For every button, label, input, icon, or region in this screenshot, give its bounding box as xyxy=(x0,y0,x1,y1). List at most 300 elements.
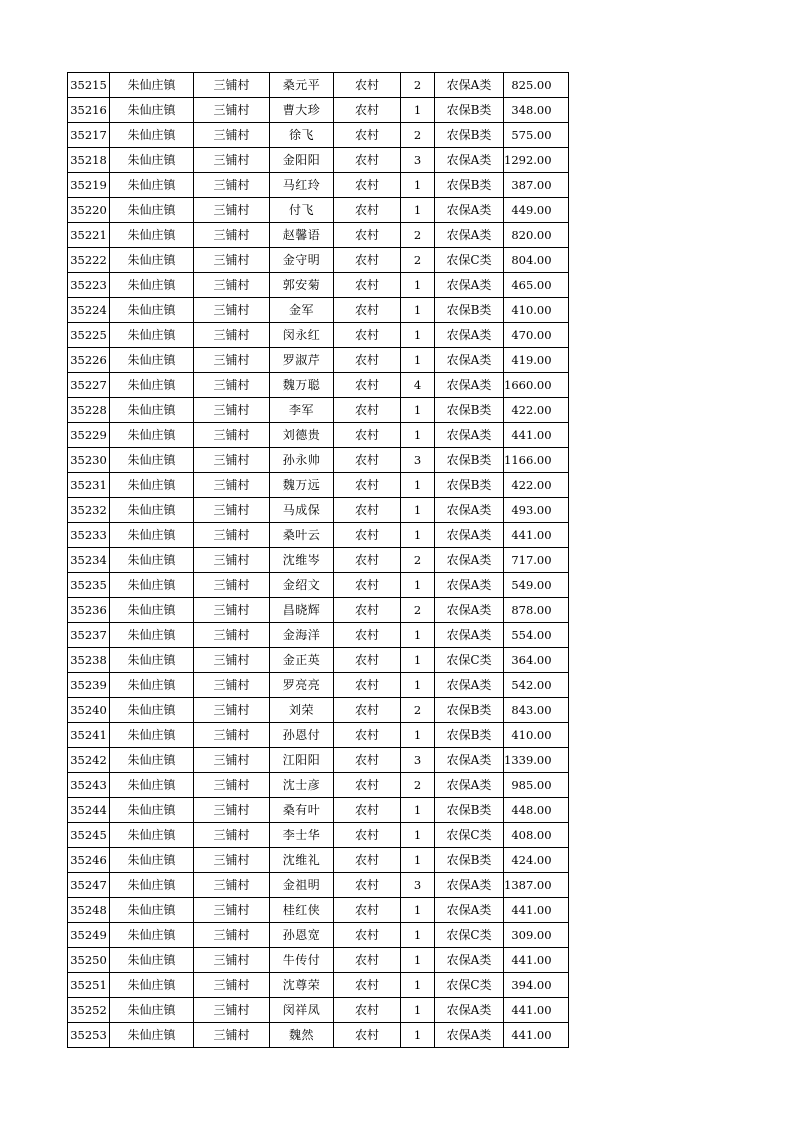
village-cell: 三铺村 xyxy=(194,498,270,523)
amount-cell: 1387.00 xyxy=(504,873,569,898)
category-cell: 农保C类 xyxy=(435,923,504,948)
village-cell: 三铺村 xyxy=(194,348,270,373)
record-id-cell: 35219 xyxy=(68,173,110,198)
name-cell: 沈维礼 xyxy=(270,848,334,873)
table-row xyxy=(68,448,569,473)
table-row xyxy=(68,723,569,748)
record-id-cell: 35234 xyxy=(68,548,110,573)
town-cell: 朱仙庄镇 xyxy=(110,98,194,123)
table-row xyxy=(68,673,569,698)
village-cell: 三铺村 xyxy=(194,748,270,773)
household-type-cell: 农村 xyxy=(334,373,401,398)
household-type-cell: 农村 xyxy=(334,998,401,1023)
person-count-cell: 2 xyxy=(401,548,435,573)
record-table xyxy=(67,72,569,1048)
person-count-cell: 2 xyxy=(401,773,435,798)
amount-cell: 449.00 xyxy=(504,198,569,223)
person-count-cell: 1 xyxy=(401,498,435,523)
town-cell: 朱仙庄镇 xyxy=(110,173,194,198)
record-id-cell: 35223 xyxy=(68,273,110,298)
record-id-cell: 35244 xyxy=(68,798,110,823)
record-id-cell: 35236 xyxy=(68,598,110,623)
amount-cell: 1660.00 xyxy=(504,373,569,398)
category-cell: 农保A类 xyxy=(435,673,504,698)
town-cell: 朱仙庄镇 xyxy=(110,948,194,973)
town-cell: 朱仙庄镇 xyxy=(110,473,194,498)
name-cell: 魏然 xyxy=(270,1023,334,1048)
amount-cell: 493.00 xyxy=(504,498,569,523)
household-type-cell: 农村 xyxy=(334,773,401,798)
village-cell: 三铺村 xyxy=(194,848,270,873)
village-cell: 三铺村 xyxy=(194,723,270,748)
amount-cell: 348.00 xyxy=(504,98,569,123)
table-row xyxy=(68,698,569,723)
household-type-cell: 农村 xyxy=(334,748,401,773)
person-count-cell: 1 xyxy=(401,398,435,423)
record-id-cell: 35228 xyxy=(68,398,110,423)
name-cell: 曹大珍 xyxy=(270,98,334,123)
amount-cell: 549.00 xyxy=(504,573,569,598)
town-cell: 朱仙庄镇 xyxy=(110,623,194,648)
household-type-cell: 农村 xyxy=(334,798,401,823)
name-cell: 金绍文 xyxy=(270,573,334,598)
village-cell: 三铺村 xyxy=(194,198,270,223)
village-cell: 三铺村 xyxy=(194,973,270,998)
person-count-cell: 2 xyxy=(401,698,435,723)
person-count-cell: 3 xyxy=(401,748,435,773)
person-count-cell: 1 xyxy=(401,823,435,848)
record-id-cell: 35237 xyxy=(68,623,110,648)
table-row xyxy=(68,298,569,323)
record-id-cell: 35245 xyxy=(68,823,110,848)
person-count-cell: 1 xyxy=(401,998,435,1023)
household-type-cell: 农村 xyxy=(334,698,401,723)
category-cell: 农保A类 xyxy=(435,873,504,898)
person-count-cell: 1 xyxy=(401,573,435,598)
town-cell: 朱仙庄镇 xyxy=(110,998,194,1023)
record-id-cell: 35225 xyxy=(68,323,110,348)
category-cell: 农保B类 xyxy=(435,298,504,323)
household-type-cell: 农村 xyxy=(334,1023,401,1048)
amount-cell: 542.00 xyxy=(504,673,569,698)
amount-cell: 441.00 xyxy=(504,948,569,973)
category-cell: 农保A类 xyxy=(435,598,504,623)
record-id-cell: 35246 xyxy=(68,848,110,873)
household-type-cell: 农村 xyxy=(334,73,401,98)
town-cell: 朱仙庄镇 xyxy=(110,673,194,698)
amount-cell: 410.00 xyxy=(504,298,569,323)
household-type-cell: 农村 xyxy=(334,723,401,748)
village-cell: 三铺村 xyxy=(194,398,270,423)
amount-cell: 825.00 xyxy=(504,73,569,98)
table-row xyxy=(68,198,569,223)
household-type-cell: 农村 xyxy=(334,173,401,198)
amount-cell: 843.00 xyxy=(504,698,569,723)
village-cell: 三铺村 xyxy=(194,323,270,348)
village-cell: 三铺村 xyxy=(194,898,270,923)
record-id-cell: 35230 xyxy=(68,448,110,473)
town-cell: 朱仙庄镇 xyxy=(110,773,194,798)
category-cell: 农保A类 xyxy=(435,323,504,348)
category-cell: 农保B类 xyxy=(435,473,504,498)
town-cell: 朱仙庄镇 xyxy=(110,523,194,548)
village-cell: 三铺村 xyxy=(194,298,270,323)
village-cell: 三铺村 xyxy=(194,248,270,273)
amount-cell: 422.00 xyxy=(504,473,569,498)
name-cell: 牛传付 xyxy=(270,948,334,973)
record-id-cell: 35252 xyxy=(68,998,110,1023)
amount-cell: 1339.00 xyxy=(504,748,569,773)
name-cell: 罗淑芹 xyxy=(270,348,334,373)
amount-cell: 408.00 xyxy=(504,823,569,848)
table-row xyxy=(68,598,569,623)
record-id-cell: 35251 xyxy=(68,973,110,998)
category-cell: 农保B类 xyxy=(435,173,504,198)
category-cell: 农保B类 xyxy=(435,448,504,473)
record-id-cell: 35226 xyxy=(68,348,110,373)
person-count-cell: 1 xyxy=(401,98,435,123)
village-cell: 三铺村 xyxy=(194,123,270,148)
person-count-cell: 1 xyxy=(401,898,435,923)
village-cell: 三铺村 xyxy=(194,698,270,723)
table-row xyxy=(68,523,569,548)
category-cell: 农保B类 xyxy=(435,698,504,723)
category-cell: 农保A类 xyxy=(435,348,504,373)
name-cell: 金海洋 xyxy=(270,623,334,648)
household-type-cell: 农村 xyxy=(334,598,401,623)
amount-cell: 448.00 xyxy=(504,798,569,823)
town-cell: 朱仙庄镇 xyxy=(110,273,194,298)
table-row xyxy=(68,823,569,848)
category-cell: 农保A类 xyxy=(435,623,504,648)
name-cell: 魏万远 xyxy=(270,473,334,498)
name-cell: 闵祥凤 xyxy=(270,998,334,1023)
town-cell: 朱仙庄镇 xyxy=(110,698,194,723)
name-cell: 桑元平 xyxy=(270,73,334,98)
table-row xyxy=(68,323,569,348)
amount-cell: 804.00 xyxy=(504,248,569,273)
town-cell: 朱仙庄镇 xyxy=(110,598,194,623)
household-type-cell: 农村 xyxy=(334,248,401,273)
category-cell: 农保A类 xyxy=(435,548,504,573)
category-cell: 农保A类 xyxy=(435,423,504,448)
record-id-cell: 35240 xyxy=(68,698,110,723)
category-cell: 农保A类 xyxy=(435,898,504,923)
person-count-cell: 1 xyxy=(401,673,435,698)
village-cell: 三铺村 xyxy=(194,1023,270,1048)
person-count-cell: 1 xyxy=(401,198,435,223)
village-cell: 三铺村 xyxy=(194,798,270,823)
name-cell: 刘德贵 xyxy=(270,423,334,448)
household-type-cell: 农村 xyxy=(334,498,401,523)
name-cell: 赵馨语 xyxy=(270,223,334,248)
amount-cell: 410.00 xyxy=(504,723,569,748)
name-cell: 沈尊荣 xyxy=(270,973,334,998)
household-type-cell: 农村 xyxy=(334,948,401,973)
household-type-cell: 农村 xyxy=(334,98,401,123)
person-count-cell: 1 xyxy=(401,273,435,298)
table-row xyxy=(68,623,569,648)
category-cell: 农保A类 xyxy=(435,223,504,248)
amount-cell: 309.00 xyxy=(504,923,569,948)
table-row xyxy=(68,748,569,773)
town-cell: 朱仙庄镇 xyxy=(110,748,194,773)
table-row xyxy=(68,573,569,598)
record-id-cell: 35239 xyxy=(68,673,110,698)
person-count-cell: 1 xyxy=(401,1023,435,1048)
town-cell: 朱仙庄镇 xyxy=(110,723,194,748)
record-id-cell: 35222 xyxy=(68,248,110,273)
table-row xyxy=(68,398,569,423)
record-id-cell: 35227 xyxy=(68,373,110,398)
person-count-cell: 1 xyxy=(401,298,435,323)
record-id-cell: 35218 xyxy=(68,148,110,173)
town-cell: 朱仙庄镇 xyxy=(110,248,194,273)
name-cell: 李士华 xyxy=(270,823,334,848)
name-cell: 孙永帅 xyxy=(270,448,334,473)
record-id-cell: 35238 xyxy=(68,648,110,673)
name-cell: 刘荣 xyxy=(270,698,334,723)
person-count-cell: 1 xyxy=(401,648,435,673)
village-cell: 三铺村 xyxy=(194,173,270,198)
town-cell: 朱仙庄镇 xyxy=(110,1023,194,1048)
name-cell: 桑有叶 xyxy=(270,798,334,823)
record-table-body xyxy=(68,73,569,1048)
village-cell: 三铺村 xyxy=(194,923,270,948)
person-count-cell: 2 xyxy=(401,248,435,273)
name-cell: 金守明 xyxy=(270,248,334,273)
table-row xyxy=(68,923,569,948)
village-cell: 三铺村 xyxy=(194,773,270,798)
category-cell: 农保B类 xyxy=(435,848,504,873)
amount-cell: 424.00 xyxy=(504,848,569,873)
town-cell: 朱仙庄镇 xyxy=(110,973,194,998)
record-id-cell: 35216 xyxy=(68,98,110,123)
category-cell: 农保C类 xyxy=(435,973,504,998)
person-count-cell: 3 xyxy=(401,148,435,173)
record-id-cell: 35235 xyxy=(68,573,110,598)
person-count-cell: 1 xyxy=(401,173,435,198)
record-id-cell: 35250 xyxy=(68,948,110,973)
table-row xyxy=(68,1023,569,1048)
household-type-cell: 农村 xyxy=(334,273,401,298)
record-id-cell: 35243 xyxy=(68,773,110,798)
table-row xyxy=(68,498,569,523)
village-cell: 三铺村 xyxy=(194,548,270,573)
amount-cell: 985.00 xyxy=(504,773,569,798)
category-cell: 农保A类 xyxy=(435,998,504,1023)
category-cell: 农保B类 xyxy=(435,98,504,123)
person-count-cell: 1 xyxy=(401,798,435,823)
amount-cell: 441.00 xyxy=(504,898,569,923)
category-cell: 农保A类 xyxy=(435,498,504,523)
name-cell: 金军 xyxy=(270,298,334,323)
table-row xyxy=(68,73,569,98)
town-cell: 朱仙庄镇 xyxy=(110,648,194,673)
village-cell: 三铺村 xyxy=(194,98,270,123)
category-cell: 农保C类 xyxy=(435,648,504,673)
name-cell: 桑叶云 xyxy=(270,523,334,548)
category-cell: 农保A类 xyxy=(435,273,504,298)
town-cell: 朱仙庄镇 xyxy=(110,573,194,598)
village-cell: 三铺村 xyxy=(194,273,270,298)
table-row xyxy=(68,248,569,273)
village-cell: 三铺村 xyxy=(194,598,270,623)
village-cell: 三铺村 xyxy=(194,448,270,473)
name-cell: 孙恩付 xyxy=(270,723,334,748)
person-count-cell: 1 xyxy=(401,523,435,548)
amount-cell: 364.00 xyxy=(504,648,569,673)
record-id-cell: 35231 xyxy=(68,473,110,498)
record-id-cell: 35241 xyxy=(68,723,110,748)
name-cell: 沈士彦 xyxy=(270,773,334,798)
village-cell: 三铺村 xyxy=(194,473,270,498)
name-cell: 郭安菊 xyxy=(270,273,334,298)
amount-cell: 1292.00 xyxy=(504,148,569,173)
town-cell: 朱仙庄镇 xyxy=(110,798,194,823)
town-cell: 朱仙庄镇 xyxy=(110,373,194,398)
town-cell: 朱仙庄镇 xyxy=(110,198,194,223)
amount-cell: 441.00 xyxy=(504,998,569,1023)
town-cell: 朱仙庄镇 xyxy=(110,423,194,448)
category-cell: 农保A类 xyxy=(435,573,504,598)
record-id-cell: 35217 xyxy=(68,123,110,148)
person-count-cell: 1 xyxy=(401,423,435,448)
person-count-cell: 1 xyxy=(401,323,435,348)
person-count-cell: 1 xyxy=(401,473,435,498)
household-type-cell: 农村 xyxy=(334,223,401,248)
town-cell: 朱仙庄镇 xyxy=(110,398,194,423)
amount-cell: 441.00 xyxy=(504,1023,569,1048)
household-type-cell: 农村 xyxy=(334,348,401,373)
town-cell: 朱仙庄镇 xyxy=(110,498,194,523)
amount-cell: 878.00 xyxy=(504,598,569,623)
table-row xyxy=(68,998,569,1023)
record-id-cell: 35247 xyxy=(68,873,110,898)
table-row xyxy=(68,98,569,123)
category-cell: 农保A类 xyxy=(435,198,504,223)
table-row xyxy=(68,173,569,198)
person-count-cell: 2 xyxy=(401,598,435,623)
amount-cell: 470.00 xyxy=(504,323,569,348)
table-row xyxy=(68,423,569,448)
person-count-cell: 2 xyxy=(401,223,435,248)
household-type-cell: 农村 xyxy=(334,123,401,148)
record-id-cell: 35242 xyxy=(68,748,110,773)
table-row xyxy=(68,898,569,923)
name-cell: 徐飞 xyxy=(270,123,334,148)
person-count-cell: 1 xyxy=(401,623,435,648)
amount-cell: 1166.00 xyxy=(504,448,569,473)
household-type-cell: 农村 xyxy=(334,323,401,348)
village-cell: 三铺村 xyxy=(194,148,270,173)
name-cell: 桂红侠 xyxy=(270,898,334,923)
person-count-cell: 1 xyxy=(401,923,435,948)
person-count-cell: 1 xyxy=(401,848,435,873)
village-cell: 三铺村 xyxy=(194,623,270,648)
name-cell: 魏万聪 xyxy=(270,373,334,398)
name-cell: 金祖明 xyxy=(270,873,334,898)
household-type-cell: 农村 xyxy=(334,673,401,698)
table-row xyxy=(68,123,569,148)
table-row xyxy=(68,948,569,973)
name-cell: 金阳阳 xyxy=(270,148,334,173)
amount-cell: 820.00 xyxy=(504,223,569,248)
village-cell: 三铺村 xyxy=(194,573,270,598)
household-type-cell: 农村 xyxy=(334,648,401,673)
village-cell: 三铺村 xyxy=(194,423,270,448)
town-cell: 朱仙庄镇 xyxy=(110,323,194,348)
village-cell: 三铺村 xyxy=(194,73,270,98)
record-id-cell: 35215 xyxy=(68,73,110,98)
amount-cell: 419.00 xyxy=(504,348,569,373)
name-cell: 付飞 xyxy=(270,198,334,223)
category-cell: 农保A类 xyxy=(435,523,504,548)
household-type-cell: 农村 xyxy=(334,423,401,448)
name-cell: 马成保 xyxy=(270,498,334,523)
household-type-cell: 农村 xyxy=(334,923,401,948)
village-cell: 三铺村 xyxy=(194,873,270,898)
name-cell: 马红玲 xyxy=(270,173,334,198)
table-row xyxy=(68,223,569,248)
village-cell: 三铺村 xyxy=(194,948,270,973)
table-row xyxy=(68,273,569,298)
name-cell: 昌晓辉 xyxy=(270,598,334,623)
household-type-cell: 农村 xyxy=(334,973,401,998)
household-type-cell: 农村 xyxy=(334,198,401,223)
village-cell: 三铺村 xyxy=(194,523,270,548)
record-id-cell: 35249 xyxy=(68,923,110,948)
name-cell: 李军 xyxy=(270,398,334,423)
household-type-cell: 农村 xyxy=(334,148,401,173)
town-cell: 朱仙庄镇 xyxy=(110,123,194,148)
amount-cell: 717.00 xyxy=(504,548,569,573)
town-cell: 朱仙庄镇 xyxy=(110,848,194,873)
household-type-cell: 农村 xyxy=(334,873,401,898)
household-type-cell: 农村 xyxy=(334,448,401,473)
person-count-cell: 4 xyxy=(401,373,435,398)
category-cell: 农保A类 xyxy=(435,73,504,98)
village-cell: 三铺村 xyxy=(194,373,270,398)
person-count-cell: 2 xyxy=(401,73,435,98)
person-count-cell: 3 xyxy=(401,448,435,473)
household-type-cell: 农村 xyxy=(334,898,401,923)
town-cell: 朱仙庄镇 xyxy=(110,873,194,898)
town-cell: 朱仙庄镇 xyxy=(110,298,194,323)
town-cell: 朱仙庄镇 xyxy=(110,923,194,948)
table-row xyxy=(68,373,569,398)
household-type-cell: 农村 xyxy=(334,623,401,648)
record-id-cell: 35220 xyxy=(68,198,110,223)
category-cell: 农保C类 xyxy=(435,823,504,848)
category-cell: 农保A类 xyxy=(435,148,504,173)
town-cell: 朱仙庄镇 xyxy=(110,73,194,98)
name-cell: 闵永红 xyxy=(270,323,334,348)
name-cell: 沈维岑 xyxy=(270,548,334,573)
category-cell: 农保B类 xyxy=(435,723,504,748)
category-cell: 农保A类 xyxy=(435,773,504,798)
town-cell: 朱仙庄镇 xyxy=(110,898,194,923)
person-count-cell: 3 xyxy=(401,873,435,898)
village-cell: 三铺村 xyxy=(194,673,270,698)
table-row xyxy=(68,473,569,498)
table-row xyxy=(68,548,569,573)
amount-cell: 554.00 xyxy=(504,623,569,648)
household-type-cell: 农村 xyxy=(334,473,401,498)
category-cell: 农保A类 xyxy=(435,373,504,398)
town-cell: 朱仙庄镇 xyxy=(110,348,194,373)
household-type-cell: 农村 xyxy=(334,823,401,848)
